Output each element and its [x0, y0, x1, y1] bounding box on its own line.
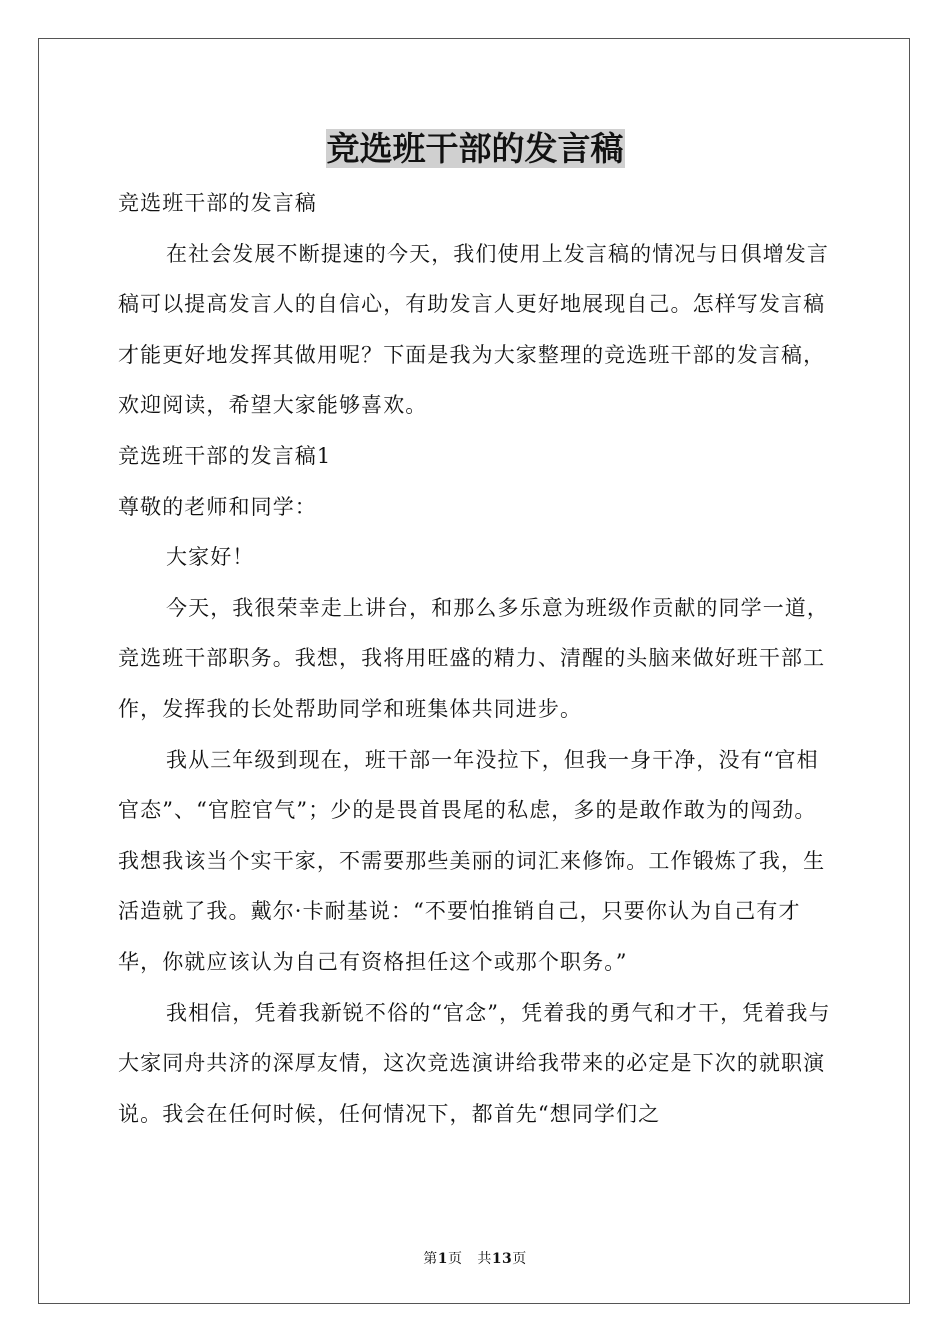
page-prefix: 第: [423, 1251, 438, 1267]
total-prefix: 共: [477, 1251, 492, 1267]
intro-paragraph: 在社会发展不断提速的今天，我们使用上发言稿的情况与日俱增发言稿可以提高发言人的自信心，有助发言人更好地展现自己。怎样写发言稿才能更好地发挥其做用呢？下面是我为大家整理的竞选班干部的发言稿，欢迎阅读，希望大家能够喜欢。: [118, 241, 829, 418]
body-paragraph: 我相信，凭着我新锐不俗的“官念”，凭着我的勇气和才干，凭着我与大家同舟共济的深厚友情，这次竞选演讲给我带来的必定是下次的就职演说。我会在任何时候，任何情况下，都首先“想同学们之: [118, 1000, 831, 1126]
page-footer: [0, 1248, 950, 1268]
page-number: 1: [437, 1251, 448, 1267]
body-paragraph: 我从三年级到现在，班干部一年没拉下，但我一身干净，没有“官相官态”、“官腔官气”；少的是畏首畏尾的私虑，多的是敢作敢为的闯劲。我想我该当个实干家，不需要那些美丽的词汇来修饰。工作锻炼了我，生活造就了我。戴尔·卡耐基说：“不要怕推销自己，只要你认为自己有才华，你就应该认为自己有资格担任这个或那个职务。”: [118, 747, 826, 974]
document-title-text: 竞选班干部的发言稿: [326, 129, 624, 168]
body-paragraph: 今天，我很荣幸走上讲台，和那么多乐意为班级作贡献的同学一道，竞选班干部职务。我想，我将用旺盛的精力、清醒的头脑来做好班干部工作，发挥我的长处帮助同学和班集体共同进步。: [118, 595, 829, 721]
document-body: [118, 178, 838, 1139]
greeting-paragraph: 大家好！: [166, 545, 255, 570]
document-title: [0, 127, 950, 171]
page-suffix: 页: [447, 1251, 463, 1267]
salutation-paragraph: 尊敬的老师和同学：: [118, 494, 317, 519]
section-heading: 竞选班干部的发言稿1: [118, 443, 332, 468]
total-pages: 13: [491, 1251, 513, 1267]
subtitle-paragraph: 竞选班干部的发言稿: [118, 191, 317, 215]
total-suffix: 页: [512, 1251, 527, 1267]
